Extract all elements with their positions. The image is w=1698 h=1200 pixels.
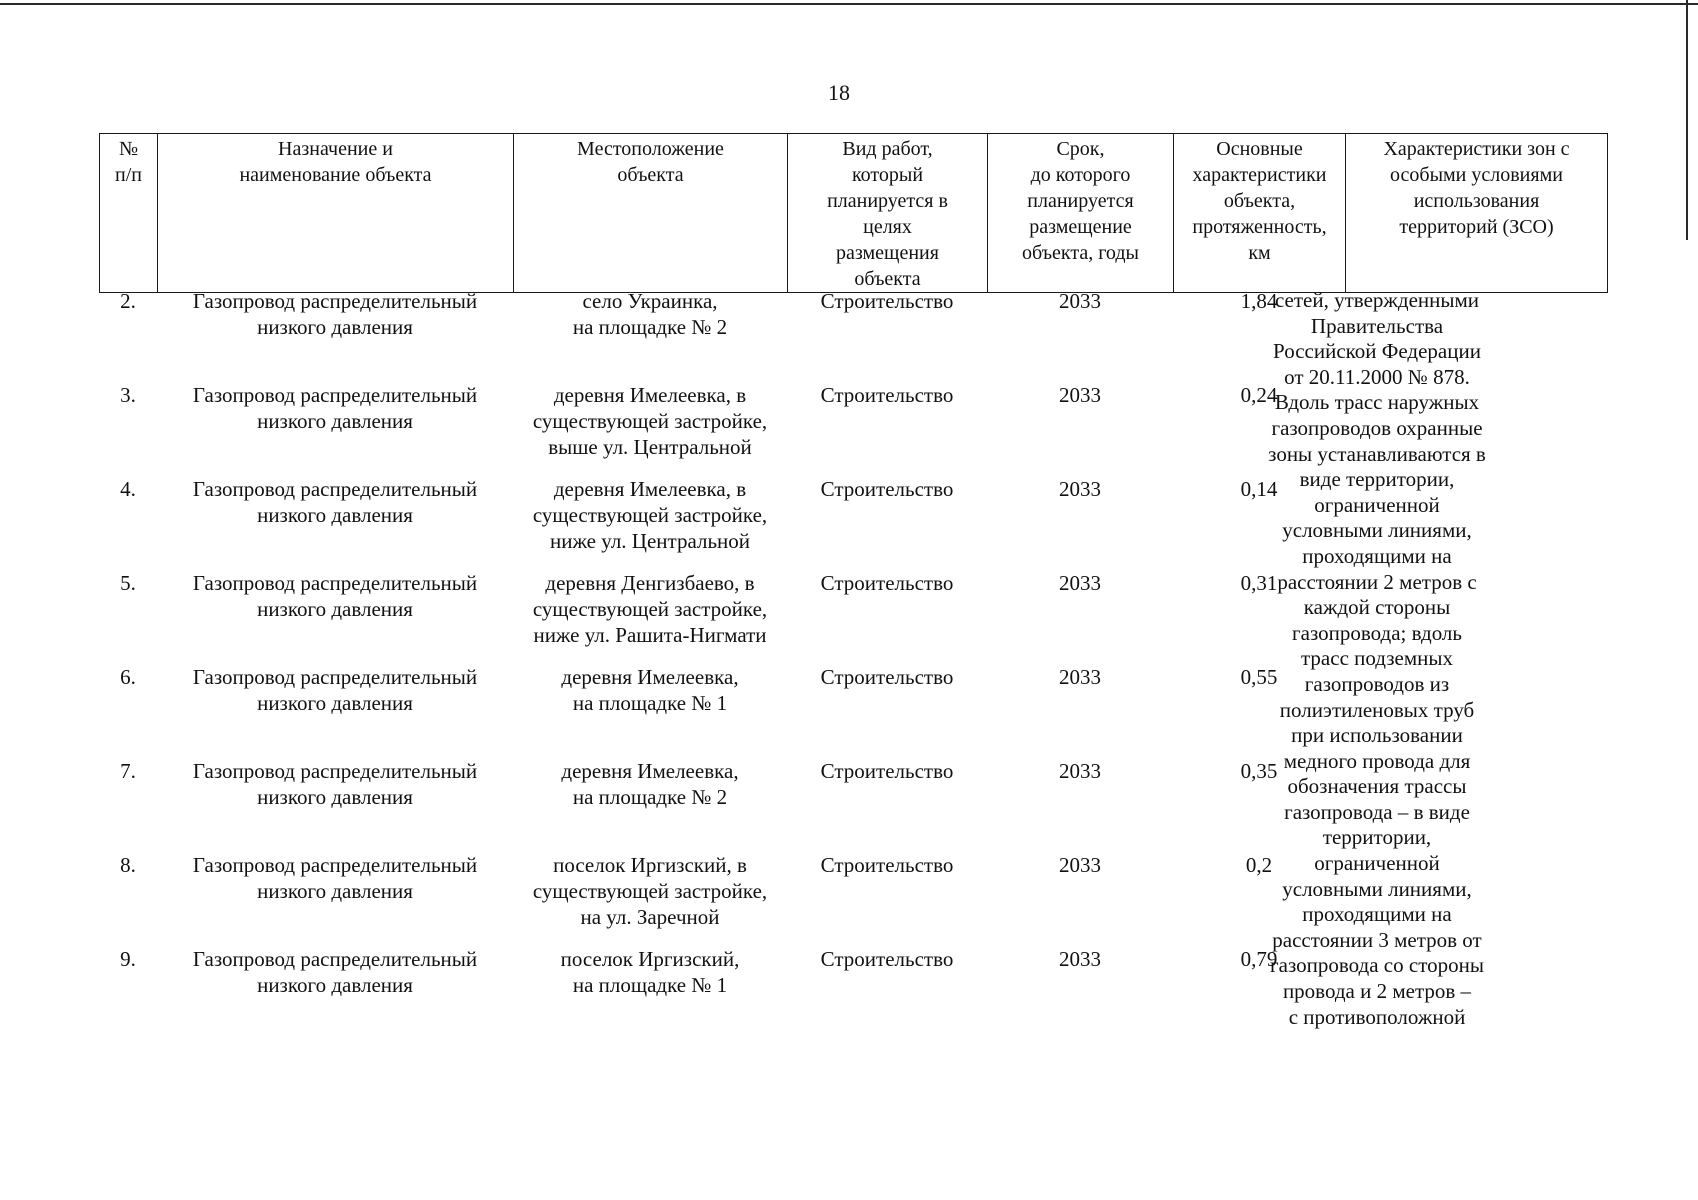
zso-line: условными линиями,	[1282, 876, 1472, 901]
length-km: 1,84	[1240, 289, 1278, 313]
header-location	[514, 134, 788, 293]
header-term-line: размещение	[1029, 216, 1132, 238]
location-line: деревня Денгизбаево, в	[545, 571, 755, 595]
term-year: 2033	[1059, 665, 1101, 689]
object-location	[513, 946, 787, 998]
object-location	[513, 476, 787, 554]
location-line: на ул. Заречной	[580, 905, 720, 929]
object-name-line: Газопровод распределительный	[192, 853, 478, 877]
header-work-type-line: размещения	[836, 242, 939, 264]
zso-line: расстоянии 3 метров от	[1272, 927, 1482, 952]
zso-line: при использовании	[1291, 723, 1463, 748]
header-number	[100, 134, 158, 293]
table-header	[99, 133, 1608, 293]
length-km: 0,35	[1240, 759, 1278, 783]
zso-line: территории,	[1322, 825, 1432, 850]
header-work-type	[788, 134, 988, 293]
object-name-line: Газопровод распределительный	[192, 759, 478, 783]
object-name-line: Газопровод распределительный	[192, 571, 478, 595]
location-line: выше ул. Центральной	[548, 435, 752, 459]
zso-line: сетей, утвержденными	[1274, 288, 1480, 312]
object-name-line: низкого давления	[257, 973, 413, 997]
header-work-type-line: который	[851, 164, 924, 186]
header-work-type-line: Вид работ,	[842, 138, 933, 160]
header-term-line: до которого	[1030, 164, 1131, 186]
zso-line: ограниченной	[1314, 492, 1440, 517]
length-km: 0,2	[1245, 853, 1273, 877]
object-name-line: низкого давления	[257, 597, 413, 621]
zso-line: газопровода – в виде	[1284, 799, 1470, 824]
length-km: 0,79	[1240, 947, 1278, 971]
work-type: Строительство	[820, 289, 954, 313]
location-line: на площадке № 1	[572, 691, 728, 715]
header-location-line: объекта	[617, 164, 684, 186]
object-name-line: Газопровод распределительный	[192, 947, 478, 971]
zso-line: условными линиями,	[1282, 518, 1472, 543]
header-zso-line: использования	[1413, 190, 1540, 212]
object-location	[513, 758, 787, 810]
zso-line: Правительства	[1310, 313, 1444, 338]
row-number: 4.	[120, 477, 136, 501]
location-line: деревня Имелеевка, в	[553, 383, 747, 407]
object-name-line: низкого давления	[257, 409, 413, 433]
object-name-line: низкого давления	[257, 691, 413, 715]
term-year: 2033	[1059, 571, 1101, 595]
object-name-line: низкого давления	[257, 503, 413, 527]
object-name-line: Газопровод распределительный	[192, 477, 478, 501]
location-line: на площадке № 2	[572, 785, 728, 809]
location-line: село Украинка,	[582, 289, 718, 313]
length-km: 0,55	[1240, 665, 1278, 689]
zso-line: расстоянии 2 метров с	[1277, 569, 1477, 594]
zso-line: с противоположной	[1288, 1004, 1466, 1029]
location-line: существующей застройке,	[532, 409, 768, 433]
object-name	[157, 476, 513, 528]
location-line: ниже ул. Центральной	[549, 529, 751, 553]
work-type: Строительство	[820, 571, 954, 595]
zso-line: провода и 2 метров –	[1282, 979, 1472, 1004]
object-name-line: низкого давления	[257, 785, 413, 809]
row-number: 9.	[120, 947, 136, 971]
scan-border-top	[0, 3, 1698, 5]
zso-line: медного провода для	[1283, 748, 1471, 773]
zso-line: полиэтиленовых труб	[1279, 697, 1475, 722]
term-year: 2033	[1059, 289, 1101, 313]
zso-line: виде территории,	[1299, 467, 1455, 492]
zso-line: газопроводов из	[1304, 671, 1450, 696]
location-line: деревня Имелеевка,	[561, 665, 739, 689]
header-characteristics-line: протяженность,	[1192, 216, 1327, 238]
header-work-type-line: объекта	[854, 268, 921, 290]
row-number: 6.	[120, 665, 136, 689]
length-km: 0,14	[1240, 477, 1278, 501]
location-line: существующей застройке,	[532, 597, 768, 621]
header-object-name	[158, 134, 514, 293]
term-year: 2033	[1059, 759, 1101, 783]
location-line: существующей застройке,	[532, 879, 768, 903]
row-number: 3.	[120, 383, 136, 407]
location-line: существующей застройке,	[532, 503, 768, 527]
object-location	[513, 852, 787, 930]
location-line: поселок Иргизский,	[560, 947, 740, 971]
location-line: деревня Имелеевка, в	[553, 477, 747, 501]
zso-line: газопроводов охранные	[1271, 415, 1483, 440]
location-line: на площадке № 1	[572, 973, 728, 997]
scan-border-right	[1686, 0, 1688, 240]
object-name	[157, 288, 513, 340]
zso-line: трасс подземных	[1301, 646, 1453, 671]
header-number-line: п/п	[115, 164, 142, 186]
object-name	[157, 382, 513, 434]
object-location	[513, 382, 787, 460]
term-year: 2033	[1059, 853, 1101, 877]
header-term-line: объекта, годы	[1022, 242, 1139, 264]
row-number: 5.	[120, 571, 136, 595]
header-object-name-line: наименование объекта	[239, 164, 432, 186]
row-number: 7.	[120, 759, 136, 783]
length-km: 0,31	[1240, 571, 1278, 595]
header-location-line: Местоположение	[577, 138, 724, 160]
zso-line: проходящими на	[1302, 902, 1452, 927]
object-name	[157, 852, 513, 904]
page-number: 18	[828, 80, 850, 105]
zso-line: проходящими на	[1302, 543, 1452, 568]
zso-line: Вдоль трасс наружных	[1274, 390, 1480, 415]
work-type: Строительство	[820, 665, 954, 689]
term-year: 2033	[1059, 477, 1101, 501]
location-line: ниже ул. Рашита-Нигмати	[533, 623, 767, 647]
object-name-line: Газопровод распределительный	[192, 383, 478, 407]
header-work-type-line: целях	[863, 216, 912, 238]
row-number: 8.	[120, 853, 136, 877]
term-year: 2033	[1059, 947, 1101, 971]
zso-line: газопровода; вдоль	[1292, 620, 1462, 645]
zso-line: ограниченной	[1314, 851, 1440, 876]
location-line: на площадке № 2	[572, 315, 728, 339]
object-name-line: Газопровод распределительный	[192, 289, 478, 313]
zso-line: Российской Федерации	[1273, 339, 1481, 364]
object-location	[513, 664, 787, 716]
row-number: 2.	[120, 289, 136, 313]
header-characteristics-line: Основные	[1216, 138, 1303, 160]
zso-line: газопровода со стороны	[1270, 953, 1484, 978]
header-characteristics-line: объекта,	[1223, 190, 1296, 212]
header-term-line: планируется	[1027, 190, 1134, 212]
header-characteristics-line: характеристики	[1192, 164, 1327, 186]
header-row	[100, 134, 1608, 293]
header-term	[988, 134, 1174, 293]
location-line: поселок Иргизский, в	[553, 853, 747, 877]
object-name	[157, 946, 513, 998]
work-type: Строительство	[820, 383, 954, 407]
work-type: Строительство	[820, 477, 954, 501]
location-line: деревня Имелеевка,	[561, 759, 739, 783]
header-term-line: Срок,	[1056, 138, 1105, 160]
header-object-name-line: Назначение и	[278, 138, 393, 160]
header-characteristics-line: км	[1248, 242, 1271, 264]
zso-line: каждой стороны	[1303, 595, 1451, 620]
header-zso	[1346, 134, 1608, 293]
object-location	[513, 570, 787, 648]
header-zso-line: Характеристики зон с	[1383, 138, 1570, 160]
object-name	[157, 758, 513, 810]
term-year: 2033	[1059, 383, 1101, 407]
header-number-line: №	[118, 138, 139, 160]
zso-line: от 20.11.2000 № 878.	[1284, 364, 1470, 389]
object-name-line: Газопровод распределительный	[192, 665, 478, 689]
object-name	[157, 570, 513, 622]
zso-line: зоны устанавливаются в	[1268, 441, 1486, 466]
object-name-line: низкого давления	[257, 315, 413, 339]
zso-line: обозначения трассы	[1287, 774, 1467, 799]
object-name	[157, 664, 513, 716]
work-type: Строительство	[820, 759, 954, 783]
header-zso-line: территорий (ЗСО)	[1399, 216, 1554, 238]
object-name-line: низкого давления	[257, 879, 413, 903]
work-type: Строительство	[820, 947, 954, 971]
header-work-type-line: планируется в	[827, 190, 948, 212]
work-type: Строительство	[820, 853, 954, 877]
header-characteristics	[1174, 134, 1346, 293]
zso-description	[1246, 288, 1508, 1030]
header-zso-line: особыми условиями	[1390, 164, 1563, 186]
object-location	[513, 288, 787, 340]
length-km: 0,24	[1240, 383, 1278, 407]
